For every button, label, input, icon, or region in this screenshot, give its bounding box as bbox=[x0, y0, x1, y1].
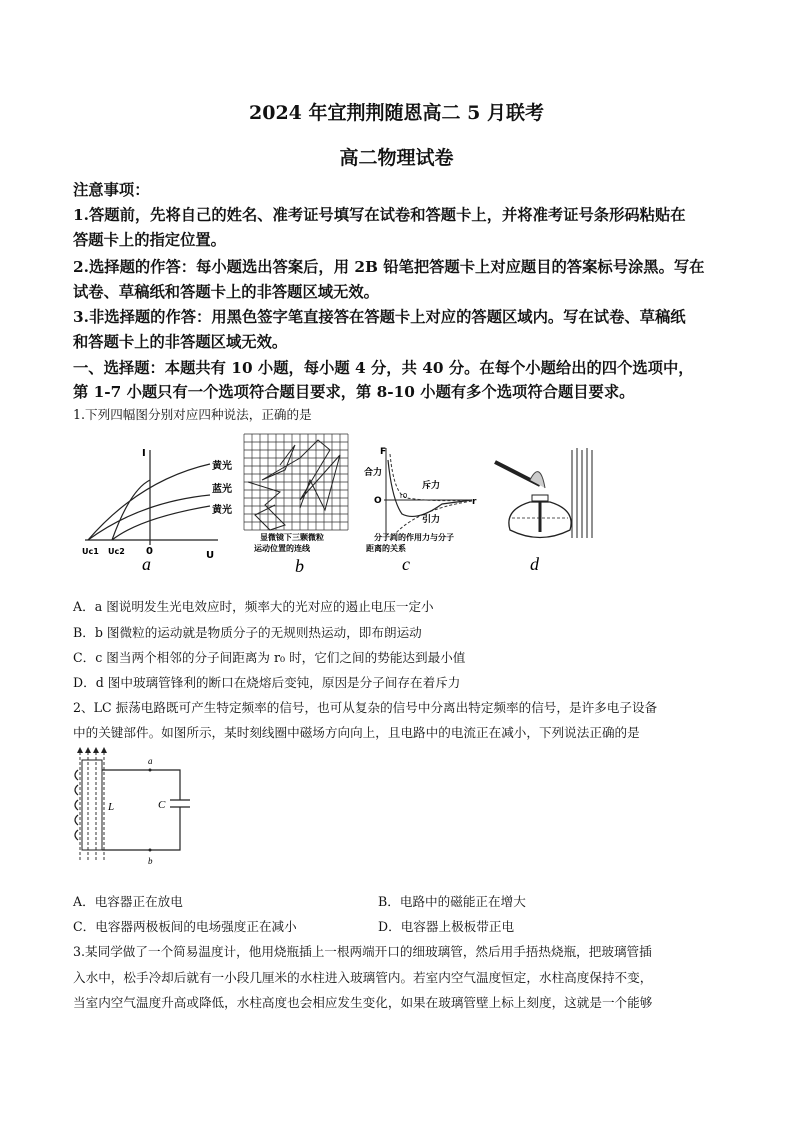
axis-label: I bbox=[142, 448, 146, 459]
axis-label: F bbox=[380, 447, 387, 457]
caption: 运动位置的连线 bbox=[254, 544, 310, 553]
axis-label: r bbox=[472, 497, 477, 507]
uc2-label: Uc2 bbox=[108, 547, 125, 556]
q2-stem: 中的关键部件。如图所示，某时刻线圈中磁场方向向上，且电路中的电流正在减小，下列说法正确的是 bbox=[73, 725, 640, 740]
exam-title: 2024 年宜荆荆随恩高二 5 月联考 bbox=[249, 102, 544, 124]
figure-label: d bbox=[530, 554, 539, 574]
q3-stem: 3.某同学做了一个简易温度计，他用烧瓶插上一根两端开口的细玻璃管，然后用手捂热烧瓶，把玻璃管插 bbox=[73, 944, 652, 959]
node-label: b bbox=[148, 856, 153, 866]
q1-option-c: C．c 图当两个相邻的分子间距离为 r₀ 时，它们之间的势能达到最小值 bbox=[73, 650, 466, 665]
curve-label: 合力 bbox=[364, 468, 383, 478]
note-line: 2.选择题的作答：每小题选出答案后，用 2B 铅笔把答题卡上对应题目的答案标号涂黑。写在 bbox=[73, 258, 705, 276]
caption: 分子间的作用力与分子 bbox=[374, 533, 454, 542]
note-line: 答题卡上的指定位置。 bbox=[73, 231, 226, 249]
curve-label: 蓝光 bbox=[212, 484, 232, 495]
exam-subtitle: 高二物理试卷 bbox=[339, 147, 454, 169]
inductor-label: L bbox=[108, 801, 115, 813]
q3-stem: 入水中，松手冷却后就有一小段几厘米的水柱进入玻璃管内。若室内空气温度恒定，水柱高度保持不变， bbox=[73, 970, 653, 985]
figure-d-glass-tube bbox=[490, 440, 600, 575]
figure-a-photoelectric bbox=[80, 440, 240, 575]
uc1-label: Uc1 bbox=[82, 547, 99, 556]
note-line: 试卷、草稿纸和答题卡上的非答题区域无效。 bbox=[73, 283, 379, 301]
q2-option-c: C．电容器两极板间的电场强度正在减小 bbox=[73, 919, 297, 934]
q1-option-d: D．d 图中玻璃管锋利的断口在烧熔后变钝，原因是分子间存在着斥力 bbox=[73, 675, 461, 690]
q2-option-b: B．电路中的磁能正在增大 bbox=[378, 894, 526, 909]
r0-label: r0 bbox=[400, 492, 408, 500]
figure-b-brownian bbox=[240, 430, 350, 575]
note-line: 3.非选择题的作答：用黑色签字笔直接答在答题卡上对应的答题区域内。写在试卷、草稿纸 bbox=[73, 308, 686, 326]
notes-heading: 注意事项： bbox=[73, 181, 150, 199]
figure-label: c bbox=[402, 554, 410, 574]
curve-label: 斥力 bbox=[422, 481, 441, 491]
q1-stem: 1.下列四幅图分别对应四种说法，正确的是 bbox=[73, 407, 312, 422]
q2-option-a: A．电容器正在放电 bbox=[73, 894, 183, 909]
origin-label: O bbox=[374, 496, 382, 506]
origin-label: 0 bbox=[146, 546, 153, 557]
q2-stem: 2、LC 振荡电路既可产生特定频率的信号，也可从复杂的信号中分离出特定频率的信号，是许多电子设备 bbox=[73, 700, 658, 715]
note-line: 和答题卡上的非答题区域无效。 bbox=[73, 333, 288, 351]
figure-c-molecular-force bbox=[362, 440, 482, 575]
curve-label: 黄光 bbox=[212, 461, 232, 472]
section-heading: 第 1-7 小题只有一个选项符合题目要求，第 8-10 小题有多个选项符合题目要求。 bbox=[73, 383, 635, 401]
capacitor-label: C bbox=[158, 799, 166, 811]
q3-stem: 当室内空气温度升高或降低，水柱高度也会相应发生变化，如果在玻璃管壁上标上刻度，这就是一个能够 bbox=[73, 995, 653, 1010]
figure-label: a bbox=[142, 554, 151, 574]
q1-option-b: B．b 图微粒的运动就是物质分子的无规则热运动，即布朗运动 bbox=[73, 625, 422, 640]
figure-lc-circuit bbox=[70, 745, 200, 870]
axis-label: U bbox=[206, 550, 215, 561]
curve-label: 引力 bbox=[422, 515, 441, 525]
curve-label: 黄光 bbox=[212, 505, 232, 516]
node-label: a bbox=[148, 756, 153, 766]
q1-option-a: A．a 图说明发生光电效应时，频率大的光对应的遏止电压一定小 bbox=[73, 599, 434, 614]
section-heading: 一、选择题：本题共有 10 小题，每小题 4 分，共 40 分。在每个小题给出的四个选项中， bbox=[73, 359, 694, 377]
figure-label: b bbox=[295, 556, 304, 575]
note-line: 1.答题前，先将自己的姓名、准考证号填写在试卷和答题卡上，并将准考证号条形码粘贴在 bbox=[73, 206, 686, 224]
q2-option-d: D．电容器上极板带正电 bbox=[378, 919, 515, 934]
caption: 显微镜下三颗微粒 bbox=[260, 533, 324, 542]
caption: 距离的关系 bbox=[366, 544, 406, 553]
